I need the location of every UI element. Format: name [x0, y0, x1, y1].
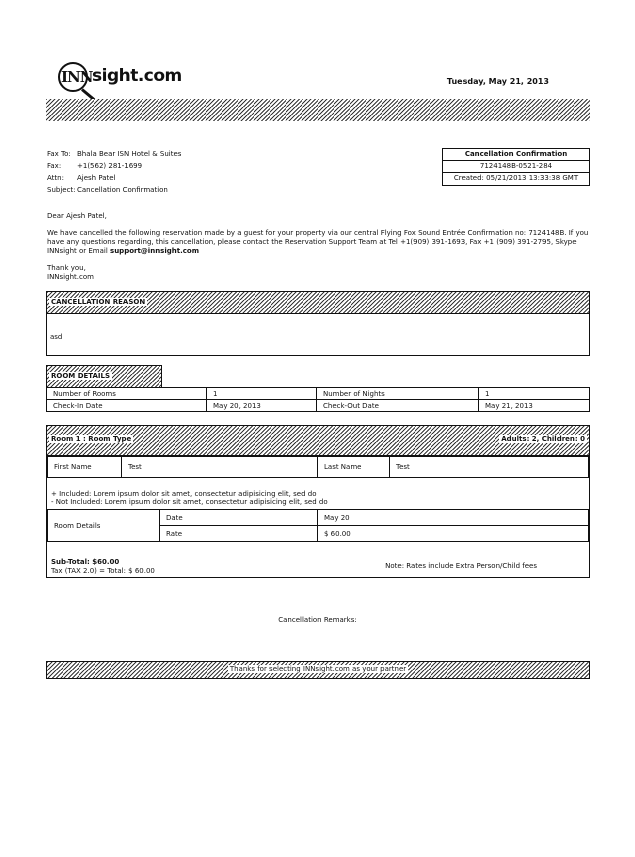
last-name-label: Last Name [318, 457, 390, 478]
room-details-table [46, 387, 590, 412]
tax-total-text: Tax (TAX 2.0) = Total: $ 60.00 [51, 567, 155, 575]
fax-label: Fax To: [47, 150, 71, 158]
letter-greeting: Dear Ajesh Patel, [47, 212, 107, 220]
table-cell: Check-Out Date [317, 400, 479, 412]
magnifier-icon [58, 62, 93, 92]
subtotal-text: Sub-Total: $60.00 [51, 558, 120, 566]
table-cell: 1 [207, 388, 317, 400]
table-row [48, 510, 589, 526]
table-cell: Number of Nights [317, 388, 479, 400]
cancellation-reason-text: asd [50, 333, 63, 341]
rate-label: Rate [160, 526, 318, 542]
date-label: Date [160, 510, 318, 526]
confirmation-created: Created: 05/21/2013 13:33:38 GMT [453, 174, 579, 182]
room-details-label: Room Details [48, 510, 160, 542]
fax-row-attn [47, 172, 181, 184]
rates-note: Note: Rates include Extra Person/Child fees [385, 562, 537, 570]
confirmation-title: Cancellation Confirmation [443, 149, 589, 161]
section-title: ROOM DETAILS [51, 372, 111, 380]
letter [47, 212, 592, 282]
occupancy-title: Adults: 2, Children: 0 [501, 435, 585, 443]
first-name-value: Test [122, 457, 318, 478]
table-cell: May 21, 2013 [479, 400, 590, 412]
room-guest-header [46, 425, 590, 455]
fax-row-fax [47, 160, 181, 172]
room-guest-body [46, 455, 590, 578]
rate-table [47, 509, 589, 542]
rate-value: $ 60.00 [318, 526, 589, 542]
footer-text: Thanks for selecting INNsight.com as your partner [229, 665, 407, 673]
letter-body-text: We have cancelled the following reservation made by a guest for your property via our central Flying Fox Sound Entrée Confirmation no: 7124148B. If you have any questions regarding, this cancellation, please contact the Reservation Support Team at Tel +1(909) 391-1693, Fax +1 (909) 391-2795, Skype INNsight or Email [47, 229, 589, 255]
letter-body [47, 229, 592, 256]
cancellation-reason-body [46, 313, 590, 356]
letter-signature: INNsight.com [47, 273, 94, 281]
table-cell: May 20, 2013 [207, 400, 317, 412]
table-row [48, 457, 589, 478]
fax-info [47, 148, 181, 196]
table-row [47, 400, 590, 412]
table-cell: Check-In Date [47, 400, 207, 412]
support-email-link[interactable]: support@innsight.com [110, 247, 199, 255]
room-details-header [46, 365, 162, 387]
first-name-label: First Name [48, 457, 122, 478]
not-included-text: - Not Included: Lorem ipsum dolor sit amet, consectetur adipisicing elit, sed do [51, 498, 328, 506]
table-cell: Number of Rooms [47, 388, 207, 400]
confirmation-box [442, 148, 590, 186]
cancellation-reason-header [46, 291, 590, 313]
fax-row-to [47, 148, 181, 160]
included-text: + Included: Lorem ipsum dolor sit amet, consectetur adipisicing elit, sed do [51, 490, 317, 498]
section-title: CANCELLATION REASON [51, 298, 146, 306]
cancellation-remarks-label: Cancellation Remarks: [278, 616, 357, 624]
fax-label: Attn: [47, 174, 64, 182]
room-type-title: Room 1 : Room Type [51, 435, 132, 443]
innsight-logo [52, 58, 202, 100]
letter-closing: Thank you, [47, 264, 86, 272]
fax-value: Ajesh Patel [77, 174, 116, 182]
confirmation-number: 7124148B-0521-284 [443, 161, 589, 173]
header-divider [46, 99, 590, 121]
fax-value: Cancellation Confirmation [77, 186, 168, 194]
footer-bar [46, 661, 590, 679]
table-row [47, 388, 590, 400]
fax-label: Subject: [47, 186, 76, 194]
fax-value: Bhala Bear ISN Hotel & Suites [77, 150, 182, 158]
document-date: Tuesday, May 21, 2013 [446, 77, 549, 86]
fax-value: +1(562) 281-1699 [77, 162, 143, 170]
last-name-value: Test [390, 457, 589, 478]
date-value: May 20 [318, 510, 589, 526]
fax-row-subject [47, 184, 181, 196]
logo-text: sight.com [92, 66, 182, 86]
logo-mark: INN [61, 68, 93, 86]
fax-label: Fax: [47, 162, 62, 170]
inclusions [47, 478, 589, 506]
totals [51, 558, 155, 576]
table-cell: 1 [479, 388, 590, 400]
